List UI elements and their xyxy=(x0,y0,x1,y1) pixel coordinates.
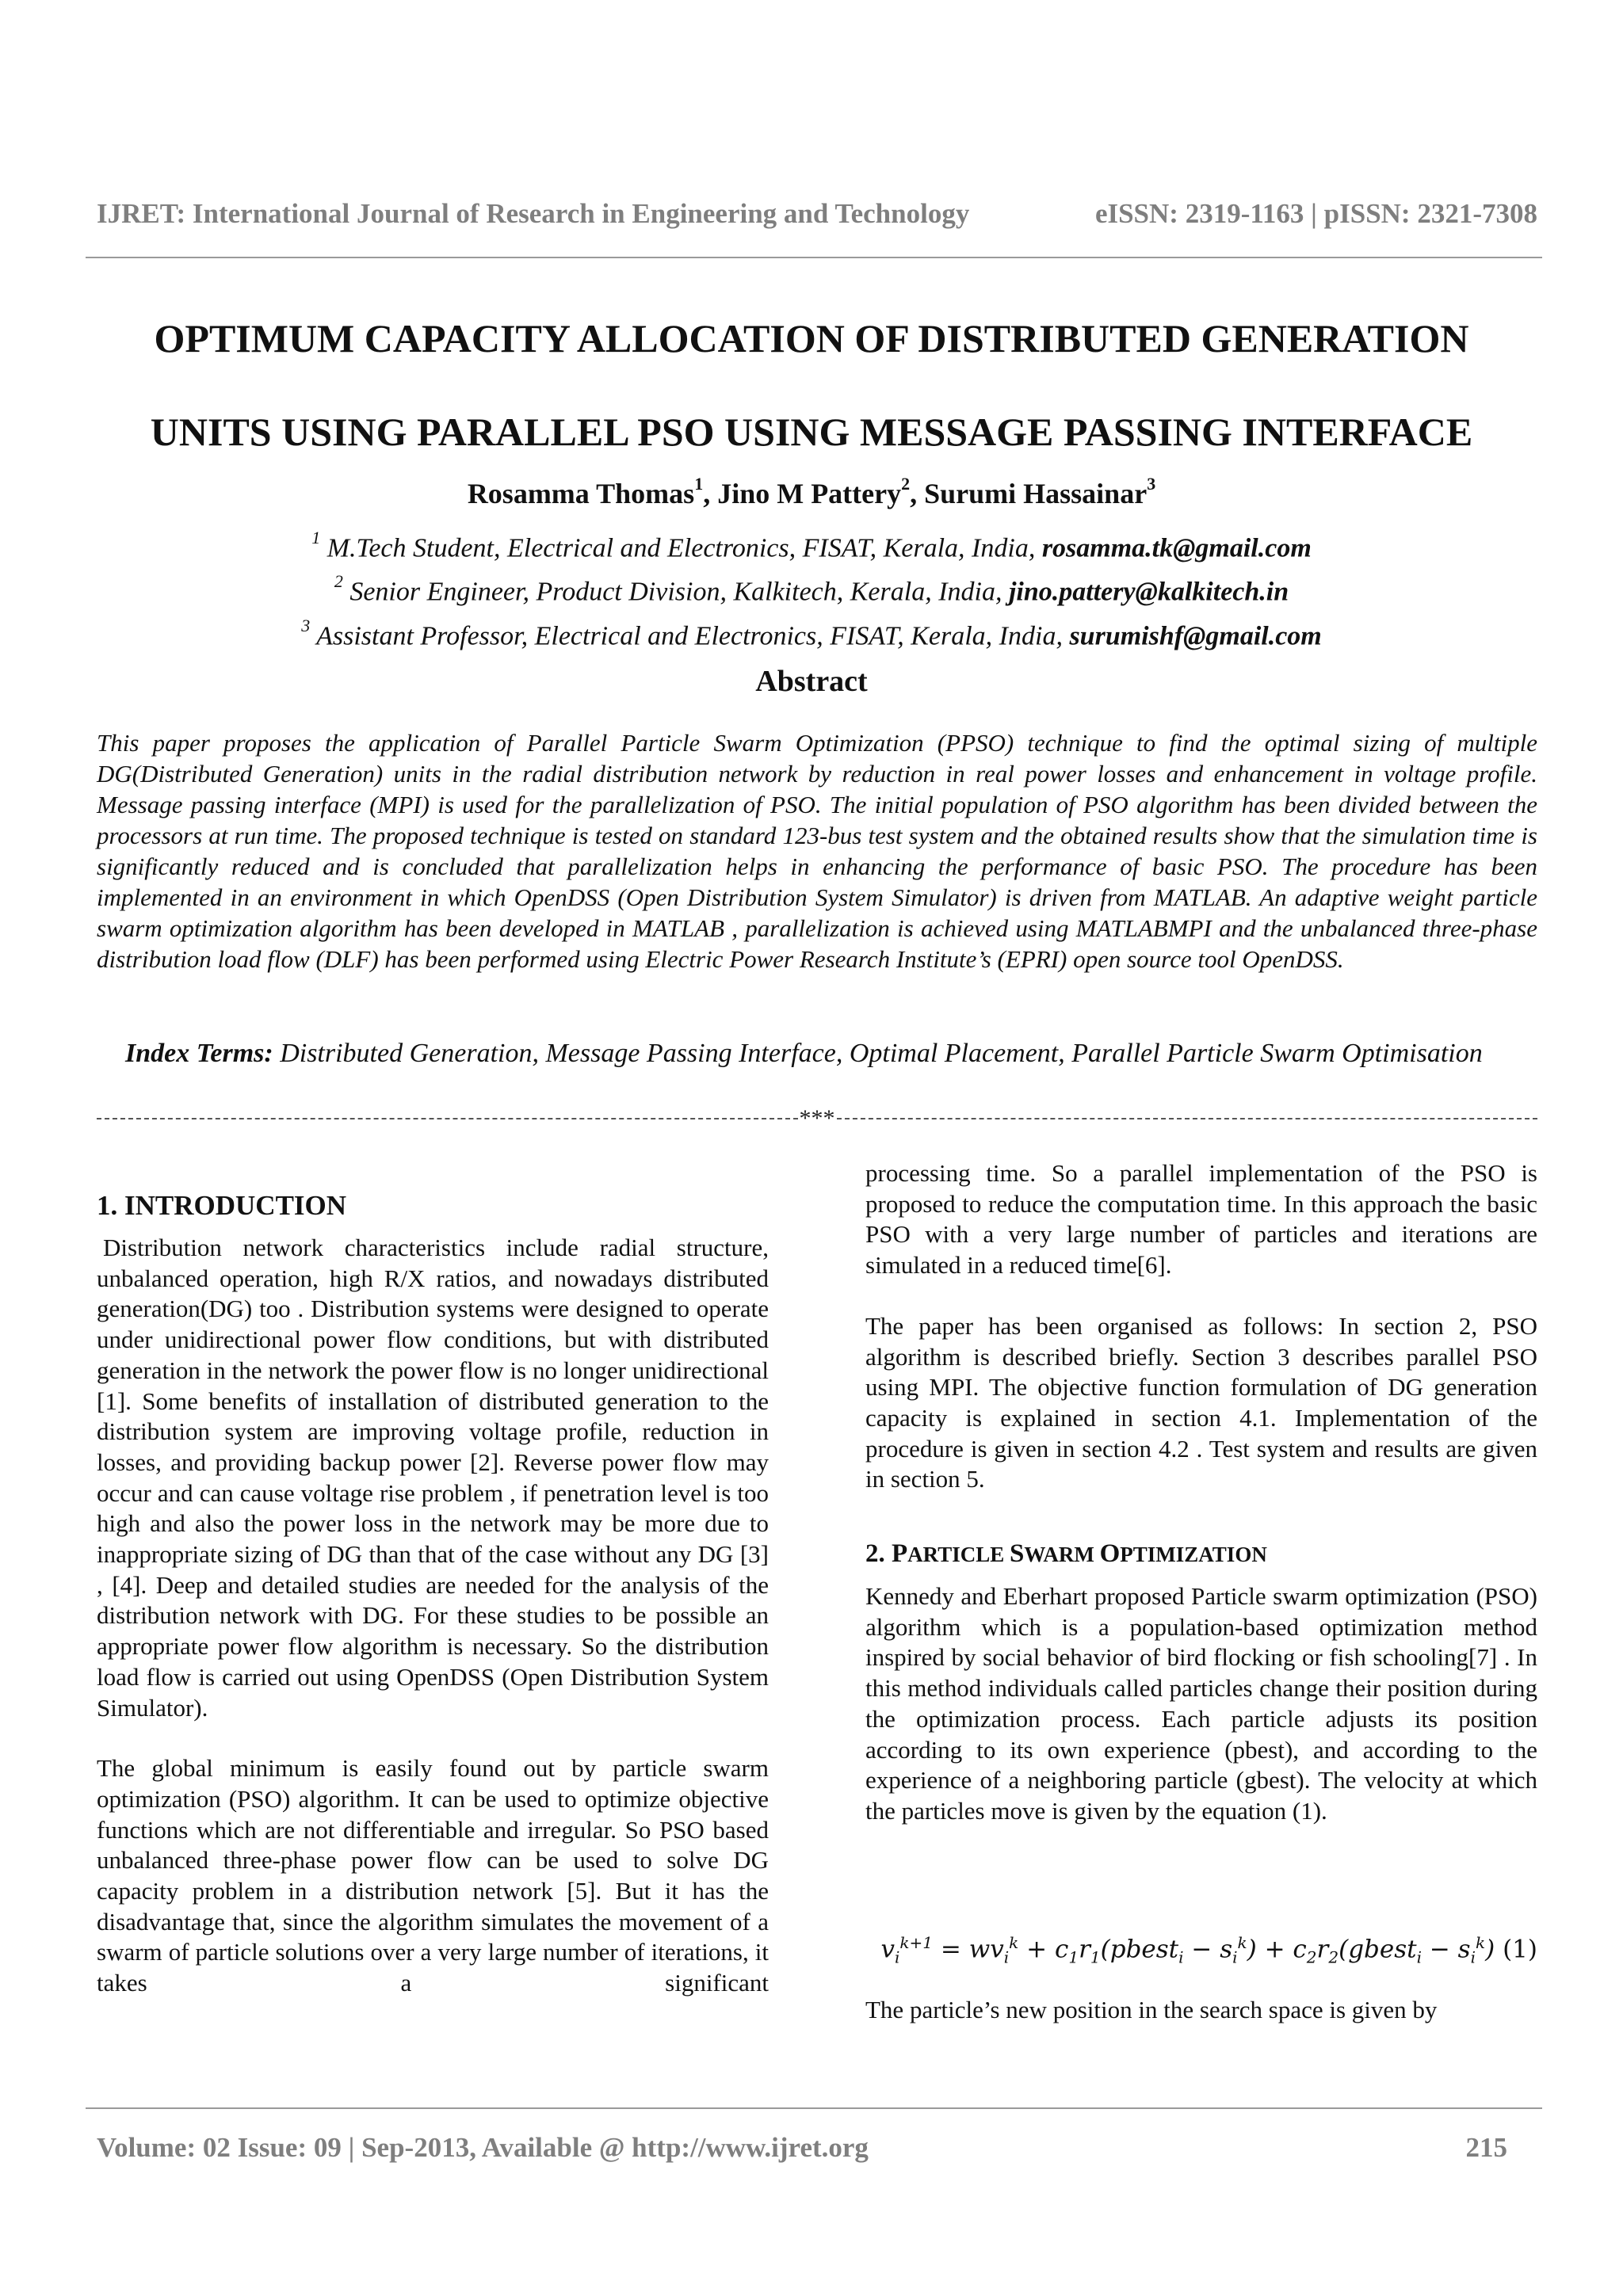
author-name: Jino M Pattery xyxy=(717,478,902,509)
page-number: 215 xyxy=(1465,2132,1507,2163)
separator-stars: *** xyxy=(799,1105,835,1131)
journal-name: IJRET: International Journal of Research in Engineering and Technology xyxy=(97,198,970,229)
paragraph-gap xyxy=(865,1495,1537,1536)
heading-smallcaps: WARM xyxy=(1024,1543,1100,1567)
equation-gap xyxy=(865,1827,1537,1925)
affiliation-text: Senior Engineer, Product Division, Kalkitech, Kerala, India, xyxy=(349,577,1009,607)
heading-number: 2. xyxy=(865,1539,892,1569)
index-terms-text: Distributed Generation, Message Passing Interface, Optimal Placement, Parallel Particle Swarm Optimisation xyxy=(273,1039,1483,1068)
heading-smallcaps: PTIMIZATION xyxy=(1120,1543,1267,1567)
affiliation-email[interactable]: jino.pattery@kalkitech.in xyxy=(1008,577,1289,607)
index-terms-label: Index Terms: xyxy=(125,1039,273,1068)
author-sup: 3 xyxy=(1147,474,1156,494)
affiliation-sup: 3 xyxy=(301,615,311,635)
separator-dashes-right xyxy=(837,1118,1538,1119)
affiliation-text: M.Tech Student, Electrical and Electronics, FISAT, Kerala, India, xyxy=(327,533,1042,563)
author-list xyxy=(79,467,1544,513)
paragraph: Kennedy and Eberhart proposed Particle swarm optimization (PSO) algorithm which is a population-based optimization method inspired by social behavior of bird flocking or fish schooling[7] . In this method individuals called particles change their position during the optimization process. Each particle adjusts its position according to its own experience (pbest), and according to the experience of a neighboring particle (gbest). The velocity at which the particles move is given by the equation (1). xyxy=(865,1582,1537,1825)
paragraph: The global minimum is easily found out by particle swarm optimization (PSO) algorithm. It can be used to optimize objective functions which are not differentiable and irregular. So PSO based unbalanced three-phase power flow can be used to solve DG capacity problem in a distribution network [5]. But it has the disadvantage that, since the algorithm simulates the movement of a swarm of particle solutions over a very large number of iterations, it takes a significant xyxy=(97,1754,769,1997)
affiliation-email[interactable]: surumishf@gmail.com xyxy=(1069,620,1322,650)
heading-cap: O xyxy=(1099,1539,1121,1569)
affiliation-sup: 2 xyxy=(334,571,343,592)
author-name: Surumi Hassainar xyxy=(924,478,1148,509)
separator-dashes-left xyxy=(97,1118,798,1119)
paragraph: The particle’s new position in the search space is given by xyxy=(865,1996,1438,2024)
paragraph: The paper has been organised as follows: In section 2, PSO algorithm is described briefly. Section 3 describes parallel PSO using MPI. The objective function formulation of DG generation capacity is explained in section 4.1. Implementation of the procedure is given in section 4.2 . Test system and results are given in section 5. xyxy=(865,1311,1537,1493)
title-line-2: UNITS USING PARALLEL PSO USING MESSAGE PASSING INTERFACE xyxy=(150,410,1473,454)
abstract-heading: Abstract xyxy=(755,665,868,698)
running-header xyxy=(97,190,1537,238)
affiliation xyxy=(79,611,1544,654)
abstract-text: This paper proposes the application of Parallel Particle Swarm Optimization (PPSO) technique to find the optimal sizing of multiple DG(Distributed Generation) units in the radial distribution network by reduction in real power losses and enhancement in voltage profile. Message passing interface (MPI) is used for the parallelization of PSO. The initial population of PSO algorithm has been divided between the processors at run time. The proposed technique is tested on standard 123-bus test system and the obtained results show that the simulation time is significantly reduced and is concluded that parallelization helps in enhancing the performance of basic PSO. The procedure has been implemented in an environment in which OpenDSS (Open Distribution System Simulator) is driven from MATLAB. An adaptive weight particle swarm optimization algorithm has been developed in MATLAB , parallelization is achieved using MATLABMPI and the unbalanced three-phase distribution load flow (DLF) has been performed using Electric Power Research Institute’s (EPRI) open source tool OpenDSS. xyxy=(97,729,1537,973)
heading-cap: P xyxy=(892,1539,908,1569)
right-column xyxy=(865,1158,1537,2026)
author-sup: 1 xyxy=(694,474,704,494)
heading-smallcaps: ARTICLE xyxy=(907,1543,1010,1567)
section-heading-introduction: 1. INTRODUCTION xyxy=(97,1190,347,1221)
affiliation xyxy=(79,523,1544,566)
paragraph: Distribution network characteristics include radial structure, unbalanced operation, high R/X ratios, and nowadays distributed generation(DG) too . Distribution systems were designed to operate under unidirectional power flow conditions, but with distributed generation in the network the power flow is no longer unidirectional [1]. Some benefits of installation of distributed generation to the distribution system are improving voltage profile, reduction in losses, and providing backup power [2]. Reverse power flow may occur and can cause voltage rise problem , if penetration level is too high and also the power loss in the network may be more due to inappropriate sizing of DG than that of the case without any DG [3] , [4]. Deep and detailed studies are needed for the analysis of the distribution network with DG. For these studies to be possible an appropriate power flow algorithm is necessary. So the distribution load flow is carried out using OpenDSS (Open Distribution System Simulator). xyxy=(97,1234,769,1722)
title-line-1: OPTIMUM CAPACITY ALLOCATION OF DISTRIBUTED GENERATION xyxy=(154,316,1469,360)
author-sep: , xyxy=(910,478,925,509)
section-separator xyxy=(97,1101,1537,1136)
heading-cap: S xyxy=(1010,1539,1025,1569)
footer-volume: Volume: 02 Issue: 09 | Sep-2013, Available @ http://www.ijret.org xyxy=(97,2132,869,2163)
issn: eISSN: 2319-1163 | pISSN: 2321-7308 xyxy=(1094,198,1537,229)
paper-title xyxy=(79,292,1544,479)
affiliation-text: Assistant Professor, Electrical and Electronics, FISAT, Kerala, India, xyxy=(316,620,1070,650)
footer-rule xyxy=(86,2107,1542,2109)
affiliations xyxy=(79,523,1544,654)
paragraph-gap xyxy=(865,1974,1537,1995)
header-rule xyxy=(86,257,1542,258)
author-sep: , xyxy=(703,478,718,509)
left-column xyxy=(97,1188,769,1999)
section-heading-pso xyxy=(865,1536,1537,1572)
paragraph-gap xyxy=(97,1723,769,1753)
velocity-equation: $v_i^{k+1} = wv_i^k$ + $c_1r_1(pbest_i - s_i^k)$ + $c_2r_2(gbest_i - s_i^k)$ (1) xyxy=(880,1932,1537,1967)
author-name: Rosamma Thomas xyxy=(467,478,695,509)
paragraph-gap xyxy=(865,1281,1537,1311)
affiliation-email[interactable]: rosamma.tk@gmail.com xyxy=(1041,533,1312,563)
affiliation-sup: 1 xyxy=(311,528,321,547)
equation-number: (1) xyxy=(1503,1934,1537,1963)
paragraph: processing time. So a parallel implementation of the PSO is proposed to reduce the computation time. In this approach the basic PSO with a very large number of particles and iterations are simulated in a reduced time[6]. xyxy=(865,1159,1537,1280)
author-sup: 2 xyxy=(901,474,911,494)
running-footer xyxy=(97,2128,1507,2168)
index-terms xyxy=(97,1036,1537,1071)
affiliation xyxy=(79,566,1544,610)
